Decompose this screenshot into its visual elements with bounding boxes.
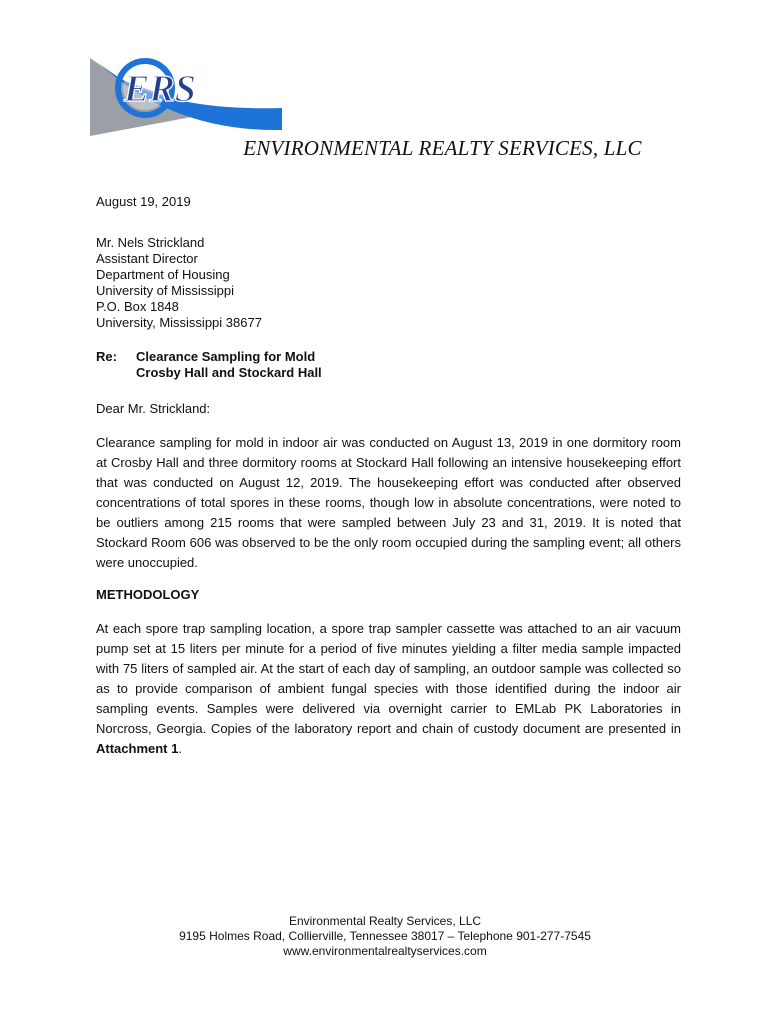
re-text (136, 349, 322, 381)
company-title: ENVIRONMENTAL REALTY SERVICES, LLC (243, 136, 642, 160)
recipient-address (96, 235, 681, 331)
page-footer (0, 914, 770, 959)
ers-logo-icon (90, 50, 285, 136)
logo-text: ERS (124, 68, 196, 110)
footer-website: www.environmentalrealtyservices.com (283, 944, 487, 958)
subject-line (96, 349, 681, 381)
re-label: Re: (96, 349, 117, 364)
letter-date: August 19, 2019 (96, 194, 191, 209)
salutation: Dear Mr. Strickland: (96, 401, 211, 416)
recipient-department: Department of Housing (96, 267, 230, 282)
recipient-po-box: P.O. Box 1848 (96, 299, 179, 314)
methodology-text: At each spore trap sampling location, a spore trap sampler cassette was attached to an air vacuum pump set at 15 liters per minute for a period of five minutes yielding a filter media sample impacted with 75 liters of sampled air. At the start of each day of sampling, an outdoor sample was collected so as to provide comparison of ambient fungal species with those identified during the indoor air sampling events. Samples were delivered via overnight carrier to EMLab PK Laboratories in Norcross, Georgia. Copies of the laboratory report and chain of custody document are presented in (96, 621, 681, 736)
re-line-2: Crosby Hall and Stockard Hall (136, 365, 322, 380)
re-line-1: Clearance Sampling for Mold (136, 349, 316, 364)
attachment-reference: Attachment 1 (96, 741, 179, 756)
footer-company: Environmental Realty Services, LLC (288, 914, 482, 928)
company-logo (90, 50, 285, 136)
recipient-organization: University of Mississippi (96, 283, 234, 298)
methodology-paragraph (96, 619, 681, 759)
recipient-name: Mr. Nels Strickland (96, 235, 205, 250)
recipient-title: Assistant Director (96, 251, 198, 266)
methodology-heading: METHODOLOGY (96, 587, 200, 602)
letter-body (96, 194, 681, 759)
recipient-city: University, Mississippi 38677 (96, 315, 262, 330)
paragraph-intro: Clearance sampling for mold in indoor air was conducted on August 13, 2019 in one dormitory room at Crosby Hall and three dormitory rooms at Stockard Hall following an intensive housekeeping effort that was conducted on August 12, 2019. The housekeeping effort was conducted after observed concentrations of total spores in these rooms, though low in absolute concentrations, were noted to be outliers among 215 rooms that were sampled between July 23 and 31, 2019. It is noted that Stockard Room 606 was observed to be the only room occupied during the sampling event; all others were unoccupied. (96, 435, 681, 570)
methodology-text-end: . (178, 741, 182, 756)
footer-address: 9195 Holmes Road, Collierville, Tennessee 38017 – Telephone 901-277-7545 (179, 929, 591, 943)
